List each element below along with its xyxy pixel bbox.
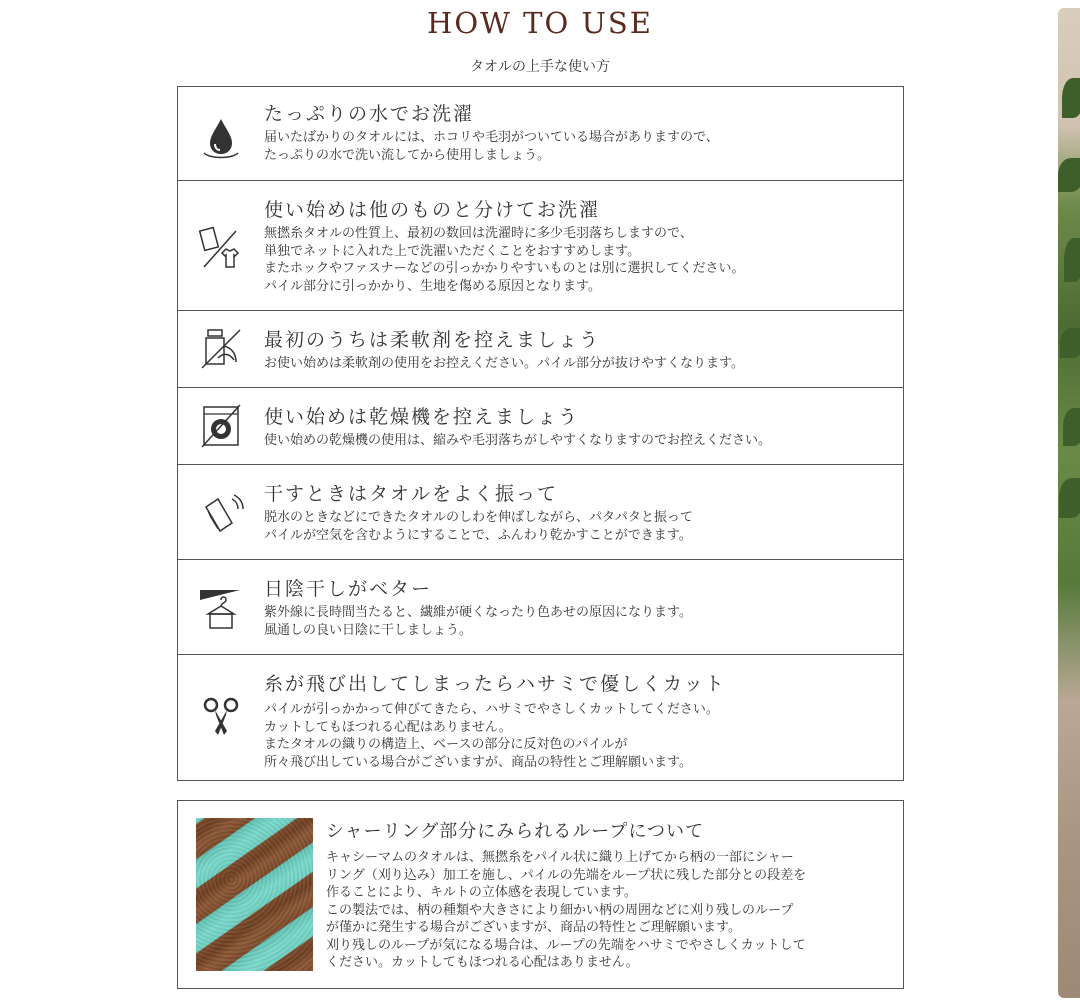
item-title: 使い始めは乾燥機を控えましょう: [264, 406, 580, 428]
item-line: パイルが空気を含むようにすることで、ふんわり乾かすことができます。: [264, 527, 692, 543]
item-line: 所々飛び出している場合がございますが、商品の特性とご理解願います。: [264, 754, 692, 770]
list-item-wash-water: [178, 87, 903, 181]
note-line: 刈り残しのループが気になる場合は、ループの先端をハサミでやさしくカットして: [326, 937, 806, 953]
item-line: たっぷりの水で洗い流してから使用しましょう。: [264, 147, 551, 163]
shade-dry-icon: [196, 584, 246, 634]
list-item-separate-wash: [178, 181, 903, 311]
note-body: [326, 849, 806, 972]
list-item-shake-towel: [178, 465, 903, 560]
note-title: シャーリング部分にみられるループについて: [326, 821, 705, 842]
note-line: リング（刈り込み）加工を施し、パイルの先端をループ状に残した部分との段差を: [326, 867, 807, 883]
item-title: 糸が飛び出してしまったらハサミで優しくカット: [264, 673, 726, 695]
item-line: パイル部分に引っかかり、生地を傷める原因となります。: [264, 278, 601, 294]
item-body: [264, 225, 744, 295]
shake-towel-icon: [196, 489, 246, 539]
item-line: 届いたばかりのタオルには、ホコリや毛羽がついている場合がありますので、: [264, 130, 719, 145]
no-dryer-icon: [196, 401, 246, 451]
item-title: たっぷりの水でお洗濯: [264, 103, 475, 125]
scissors-icon: [196, 691, 246, 741]
item-title: 干すときはタオルをよく振って: [264, 483, 559, 505]
item-line: お使い始めは柔軟剤の使用をお控えください。パイル部分が抜けやすくなります。: [264, 356, 744, 371]
item-line: またタオルの織りの構造上、ベースの部分に反対色のパイルが: [264, 737, 628, 752]
shearing-loop-note: [177, 800, 904, 989]
water-drop-icon: [196, 113, 246, 163]
item-line: 使い始めの乾燥機の使用は、縮みや毛羽落ちがしやすくなりますのでお控えください。: [264, 433, 772, 448]
list-item-no-dryer: [178, 388, 903, 465]
item-line: 風通しの良い日陰に干しましょう。: [264, 622, 473, 638]
list-item-shade-dry: [178, 560, 903, 655]
item-body: [264, 509, 693, 544]
item-body: [264, 355, 744, 373]
page-title: HOW TO USE: [427, 6, 653, 40]
item-line: 紫外線に長時間当たると、繊維が硬くなったり色あせの原因になります。: [264, 605, 692, 620]
note-line: ください。カットしてもほつれる心配はありません。: [326, 955, 639, 970]
side-photo-plant: [1058, 8, 1080, 998]
item-line: 無撚糸タオルの性質上、最初の数回は洗濯時に多少毛羽落ちしますので、: [264, 226, 693, 241]
item-title: 最初のうちは柔軟剤を控えましょう: [264, 329, 601, 351]
item-body: [264, 129, 719, 164]
item-line: パイルが引っかかって伸びてきたら、ハサミでやさしくカットしてください。: [264, 702, 719, 717]
note-line: キャシーマムのタオルは、無撚糸をパイル状に織り上げてから柄の一部にシャー: [326, 850, 794, 865]
note-line: が僅かに発生する場合がございますが、商品の特性とご理解願います。: [326, 920, 741, 935]
item-line: カットしてもほつれる心配はありません。: [264, 719, 512, 735]
item-line: 脱水のときなどにできたタオルのしわを伸ばしながら、パタパタと振って: [264, 510, 693, 525]
note-line: 作ることにより、キルトの立体感を表現しています。: [326, 885, 637, 900]
item-body: [264, 701, 719, 771]
list-item-cut-thread: [178, 655, 903, 780]
item-title: 日陰干しがベター: [264, 578, 433, 600]
page-subtitle: タオルの上手な使い方: [470, 59, 610, 75]
item-body: [264, 432, 771, 450]
no-softener-icon: [196, 324, 246, 374]
how-to-use-list: [177, 86, 904, 781]
towel-texture-photo: [196, 818, 313, 971]
item-line: またホックやファスナーなどの引っかかりやすいものとは別に選択してください。: [264, 261, 745, 276]
item-body: [264, 604, 692, 639]
list-item-no-softener: [178, 311, 903, 388]
item-title: 使い始めは他のものと分けてお洗濯: [264, 199, 601, 221]
note-line: この製法では、柄の種類や大きさにより細かい柄の周囲などに刈り残しのループ: [326, 902, 794, 918]
separate-wash-icon: [196, 223, 246, 273]
item-line: 単独でネットに入れた上で洗濯いただくことをおすすめします。: [264, 243, 641, 259]
